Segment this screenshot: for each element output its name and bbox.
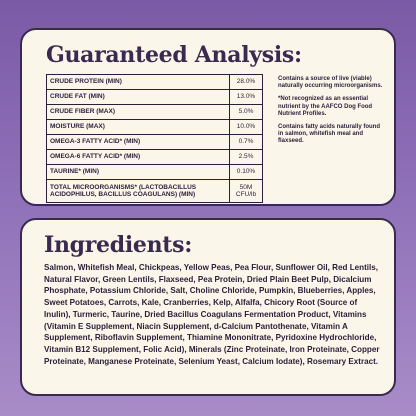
table-row [47,135,263,150]
table-row [47,105,263,120]
nutrient-value: 5.0% [230,105,263,120]
nutrient-label: MOISTURE (MAX) [47,120,230,135]
nutrient-value: 0.10% [230,165,263,180]
nutrient-value: 10.0% [230,120,263,135]
table-row [47,120,263,135]
nutrient-value: 13.0% [230,90,263,105]
table-row [47,75,263,90]
analysis-table [46,74,263,203]
table-row [47,150,263,165]
nutrient-label: CRUDE FAT (MIN) [47,90,230,105]
analysis-notes [278,76,386,152]
guaranteed-analysis-title: Guaranteed Analysis: [46,42,302,68]
nutrient-value: 28.0% [230,75,263,90]
table-row [47,165,263,180]
nutrient-label: TOTAL MICROORGANISMS* (LACTOBACILLUS ACIDOPHILUS, BACILLUS COAGULANS) (MIN) [47,180,230,203]
nutrient-label: CRUDE FIBER (MAX) [47,105,230,120]
nutrient-label: OMEGA-3 FATTY ACID* (MIN) [47,135,230,150]
table-row [47,180,263,203]
nutrient-label: CRUDE PROTEIN (MIN) [47,75,230,90]
ingredients-list: Salmon, Whitefish Meal, Chickpeas, Yellow Peas, Pea Flour, Sunflower Oil, Red Lentils, Natural Flavor, Green Lentils, Flaxseed, Pea Protein, Dried Plain Beet Pulp, Dicalcium Phosphate, Potassium Chloride, Salt, Choline Chloride, Pumpkin, Blueberries, Apples, Sweet Potatoes, Carrots, Kale, Cranberries, Kelp, Alfalfa, Chicory Root (Source of Inulin), Turmeric, Taurine, Dried Bacillus Coagulans Fermentation Product, Vitamins (Vitamin E Supplement, Niacin Supplement, d-Calcium Pantothenate, Vitamin A Supplement, Riboflavin Supplement, Thiamine Mononitrate, Pyridoxine Hydrochloride, Vitamin B12 Supplement, Folic Acid), Minerals (Zinc Proteinate, Iron Proteinate, Copper Proteinate, Manganese Proteinate, Selenium Yeast, Calcium Iodate), Rosemary Extract. [44,263,380,366]
table-row [47,90,263,105]
note-aafco: *Not recognized as an essential nutrient by the AAFCO Dog Food Nutrient Profiles. [278,96,373,117]
nutrient-value: 0.7% [230,135,263,150]
nutrient-label: OMEGA-6 FATTY ACID* (MIN) [47,150,230,165]
note-live-microorganisms: Contains a source of live (viable) naturally occurring microorganisms. [278,76,383,90]
nutrient-value: 2.5% [230,150,263,165]
ingredients-card [20,218,396,396]
guaranteed-analysis-card [20,28,396,206]
ingredients-title: Ingredients: [44,232,193,258]
nutrient-value: 50M CFU/lb [230,180,263,203]
nutrient-label: TAURINE* (MIN) [47,165,230,180]
note-fatty-acids: Contains fatty acids naturally found in salmon, whitefish meal and flaxseed. [278,124,381,145]
